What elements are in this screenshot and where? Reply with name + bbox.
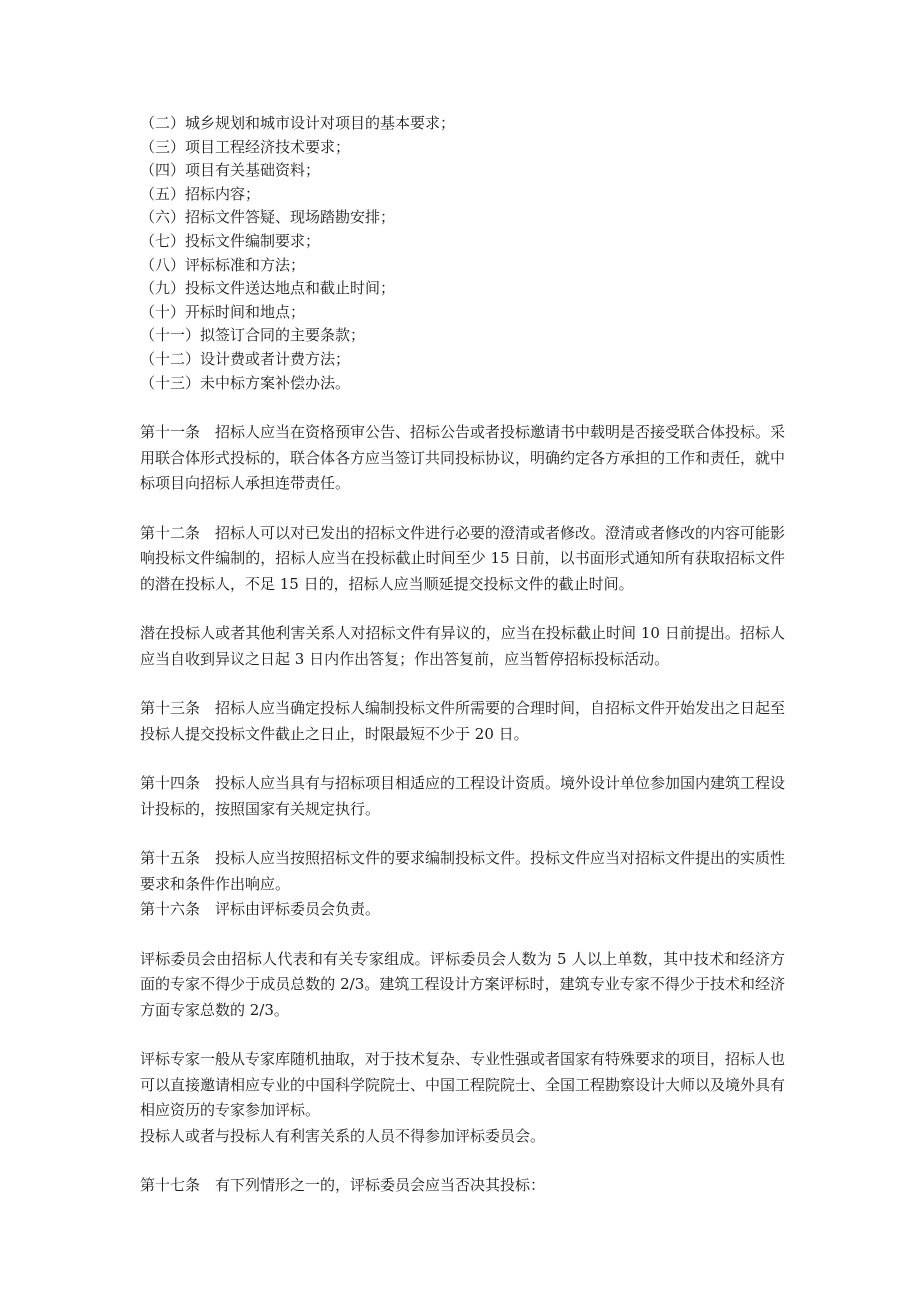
list-item: （十三）未中标方案补偿办法。 (140, 373, 351, 392)
requirements-list (140, 112, 785, 395)
document-page (140, 112, 785, 1199)
list-item: （四）项目有关基础资料； (140, 161, 321, 180)
article-16: 第十六条 评标由评标委员会负责。 (140, 900, 381, 919)
list-item: （五）招标内容； (140, 184, 261, 203)
list-item: （二）城乡规划和城市设计对项目的基本要求； (140, 114, 456, 132)
article-12: 第十二条 招标人可以对已发出的招标文件进行必要的澄清或者修改。澄清或者修改的内容可能影响投标文件编制的，招标人应当在投标截止时间至少 15 日前，以书面形式通知所有获取招标文件的潜在投标人，不足 15 日的，招标人应当顺延提交投标文件的截止时间。 (140, 523, 786, 593)
list-item: （十）开标时间和地点； (140, 302, 306, 321)
objection-paragraph: 潜在投标人或者其他利害关系人对招标文件有异议的，应当在投标截止时间 10 日前提出。招标人应当自收到异议之日起 3 日内作出答复；作出答复前，应当暂停招标投标活动。 (140, 624, 785, 668)
conflict-of-interest-paragraph: 投标人或者与投标人有利害关系的人员不得参加评标委员会。 (140, 1126, 546, 1145)
article-14: 第十四条 投标人应当具有与招标项目相适应的工程设计资质。境外设计单位参加国内建筑工程设计投标的，按照国家有关规定执行。 (140, 774, 786, 818)
list-item: （七）投标文件编制要求； (140, 231, 321, 250)
expert-selection-paragraph: 评标专家一般从专家库随机抽取，对于技术复杂、专业性强或者国家有特殊要求的项目，招标人也可以直接邀请相应专业的中国科学院院士、中国工程院院士、全国工程勘察设计大师以及境外具有相应资历的专家参加评标。 (140, 1050, 786, 1120)
list-item: （十二）设计费或者计费方法； (140, 349, 351, 368)
list-item: （八）评标标准和方法； (140, 255, 306, 274)
article-11: 第十一条 招标人应当在资格预审公告、招标公告或者投标邀请书中载明是否接受联合体投标。采用联合体形式投标的，联合体各方应当签订共同投标协议，明确约定各方承担的工作和责任，就中标项目向招标人承担连带责任。 (140, 423, 786, 493)
committee-composition-paragraph: 评标委员会由招标人代表和有关专家组成。评标委员会人数为 5 人以上单数，其中技术和经济方面的专家不得少于成员总数的 2/3。建筑工程设计方案评标时，建筑专业专家不得少于技术和经济方面专家总数的 2/3。 (140, 949, 785, 1019)
list-item: （十一）拟签订合同的主要条款； (140, 326, 366, 345)
list-item: （九）投标文件送达地点和截止时间； (140, 279, 396, 298)
article-13: 第十三条 招标人应当确定投标人编制投标文件所需要的合理时间，自招标文件开始发出之日起至投标人提交投标文件截止之日止，时限最短不少于 20 日。 (140, 699, 786, 743)
list-item: （三）项目工程经济技术要求； (140, 137, 351, 156)
list-item: （六）招标文件答疑、现场踏勘安排； (140, 208, 396, 227)
article-17: 第十七条 有下列情形之一的，评标委员会应当否决其投标： (140, 1176, 546, 1195)
article-15: 第十五条 投标人应当按照招标文件的要求编制投标文件。投标文件应当对招标文件提出的实质性要求和条件作出响应。 (140, 849, 786, 893)
